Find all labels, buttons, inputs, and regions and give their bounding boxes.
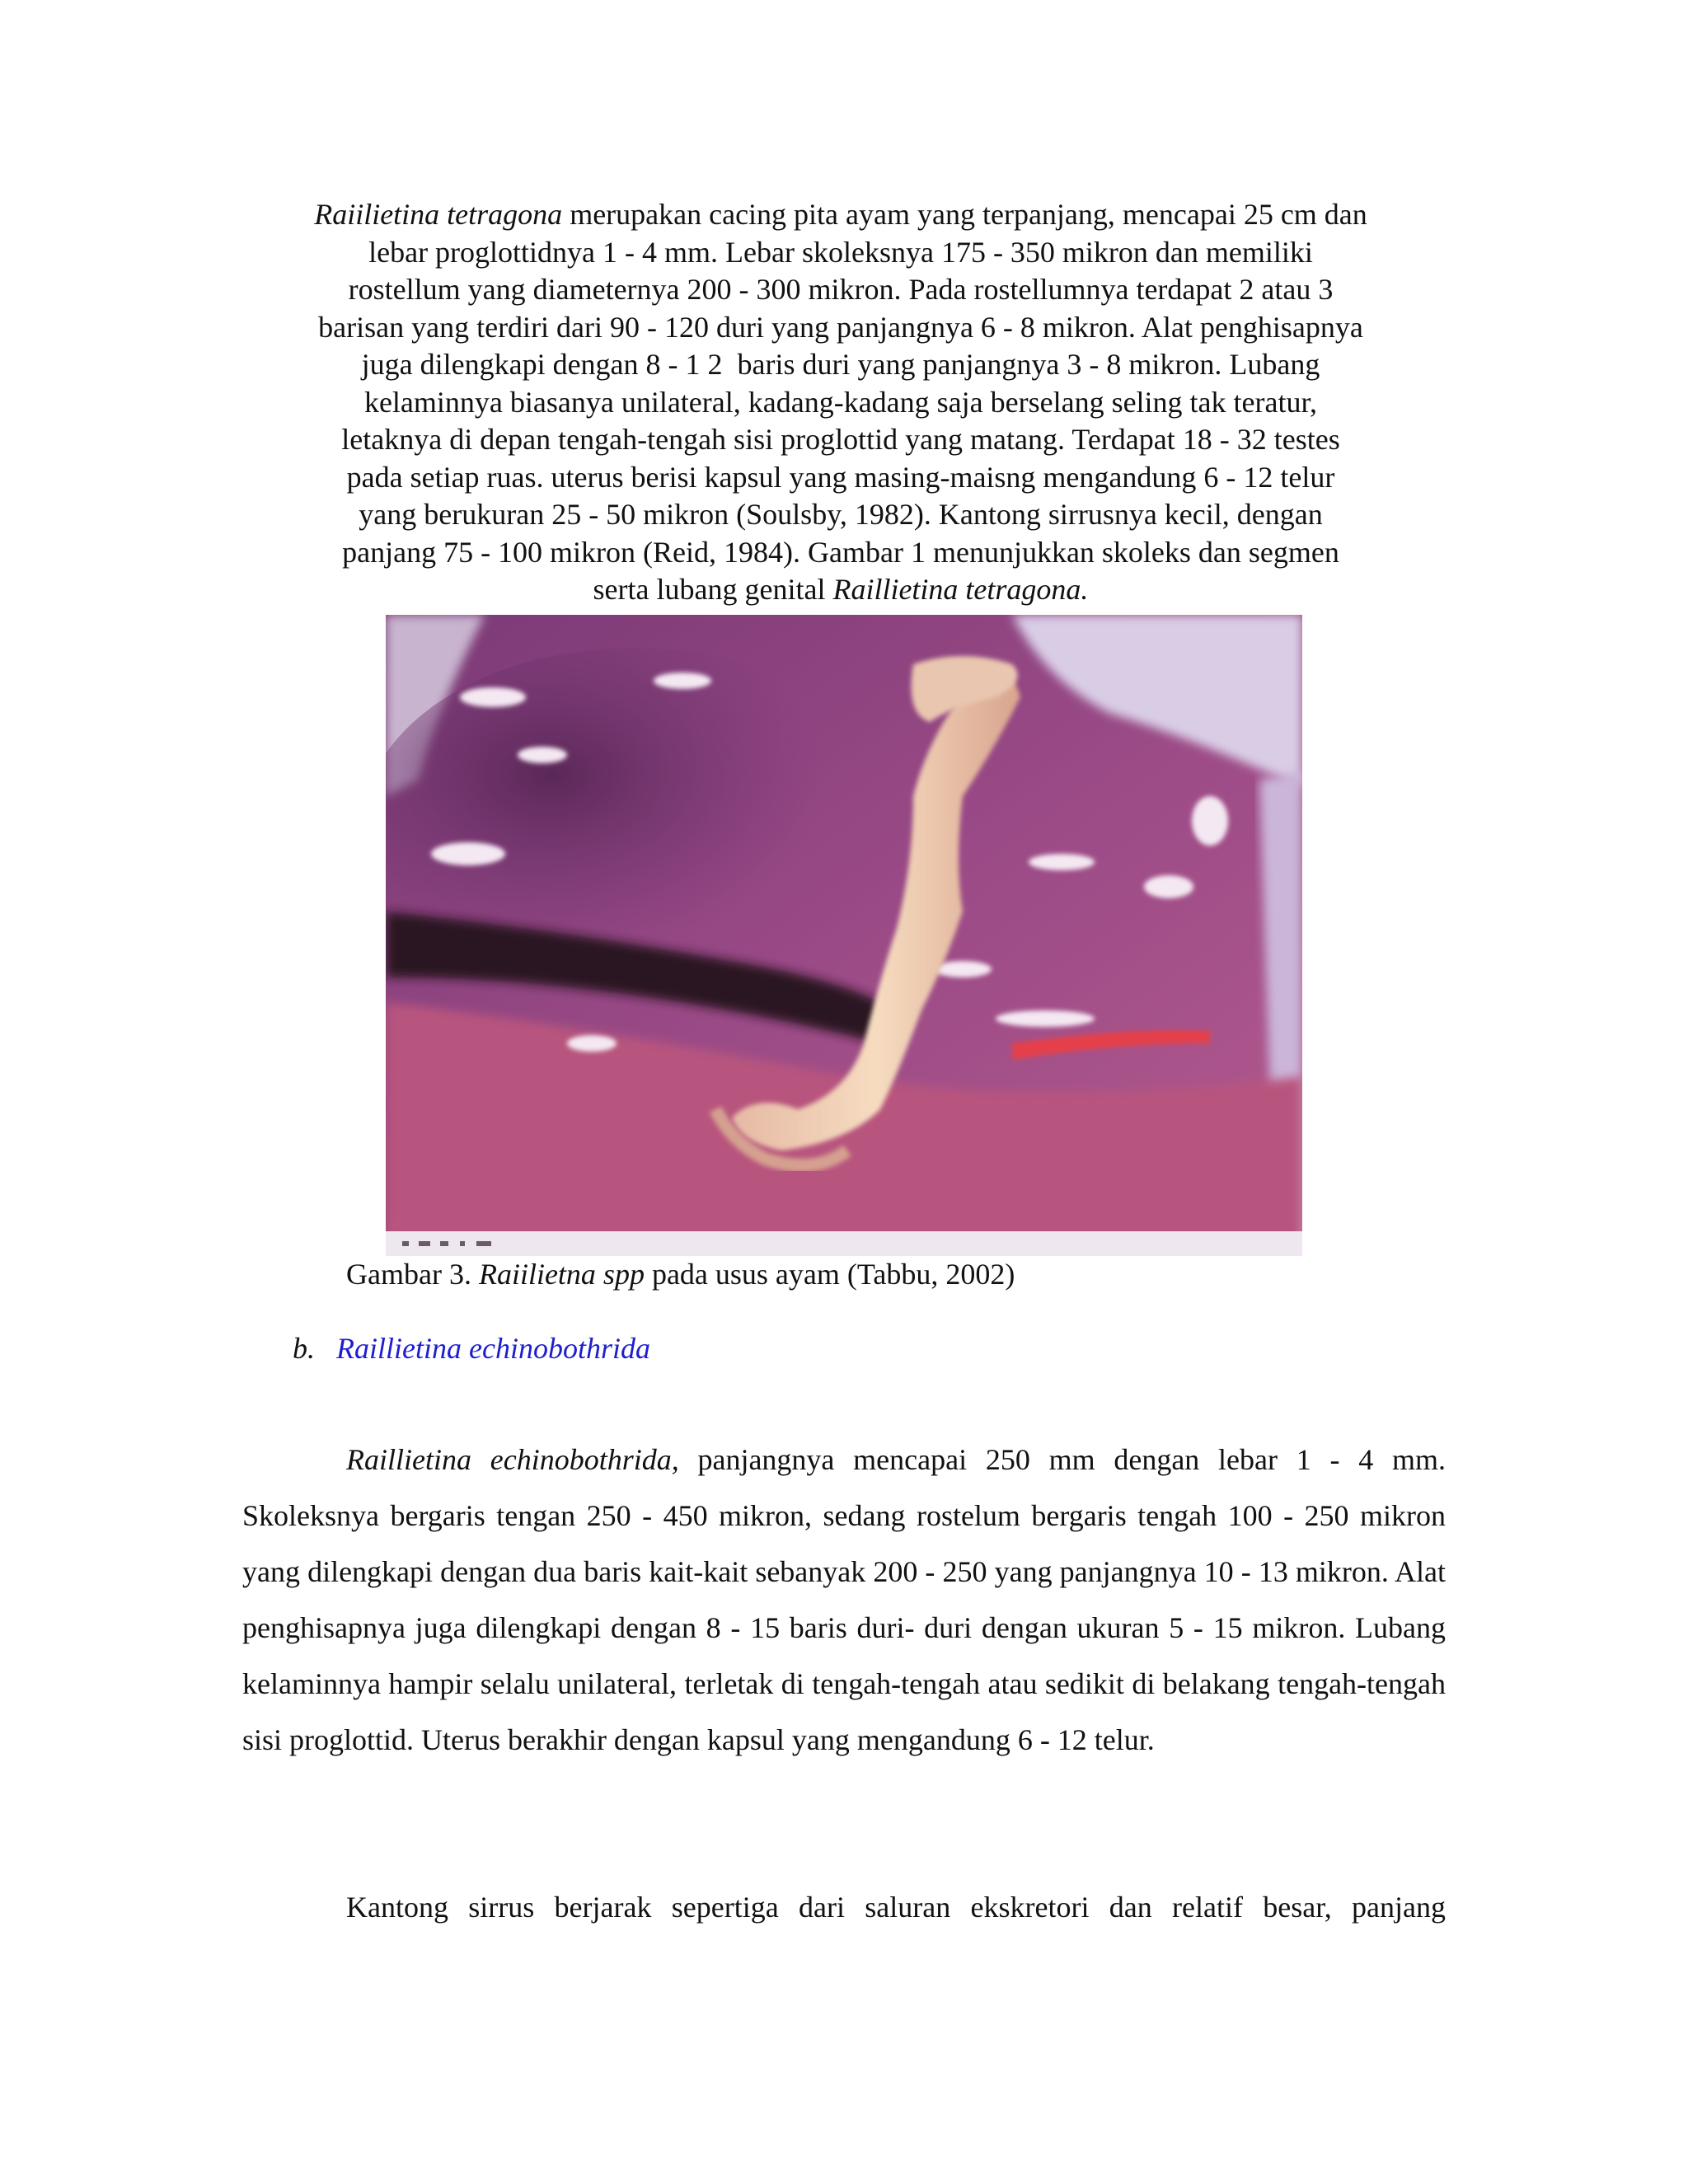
intro-line-4: barisan yang terdiri dari 90 - 120 duri yang panjangnya 6 - 8 mikron. Alat penghisapnya bbox=[318, 310, 1363, 344]
species-name-end: Raillietina tetragona. bbox=[832, 573, 1089, 606]
figure-caption: Gambar 3. Raiilietna spp pada usus ayam (Tabbu, 2002) bbox=[346, 1258, 1015, 1291]
intro-line-2: lebar proglottidnya 1 - 4 mm. Lebar skoleksnya 175 - 350 mikron dan memiliki bbox=[368, 235, 1313, 269]
intro-line-10: panjang 75 - 100 mikron (Reid, 1984). Gambar 1 menunjukkan skoleks dan segmen bbox=[342, 535, 1339, 569]
intro-line-11: serta lubang genital Raillietina tetragona. bbox=[593, 573, 1089, 606]
paragraph-kantong-sirrus: Kantong sirrus berjarak sepertiga dari saluran ekskretori dan relatif besar, panjang bbox=[346, 1891, 1446, 1924]
intro-line-1: Raiilietina tetragona merupakan cacing pita ayam yang terpanjang, mencapai 25 cm dan bbox=[314, 198, 1367, 231]
intro-paragraph bbox=[239, 196, 1442, 609]
intro-line-7: letaknya di depan tengah-tengah sisi proglottid yang matang. Terdapat 18 - 32 testes bbox=[341, 423, 1340, 456]
paragraph-echinobothrida: Raillietina echinobothrida, panjangnya mencapai 250 mm dengan lebar 1 - 4 mm. Skoleksnya bergaris tengan 250 - 450 mikron, sedang rostelum bergaris tengah 100 - 250 mikron yang dilengkapi dengan dua baris kait-kait sebanyak 200 - 250 yang panjangnya 10 - 13 mikron. Alat penghisapnya juga dilengkapi dengan 8 - 15 baris duri- duri dengan ukuran 5 - 15 mikron. Lubang kelaminnya hampir selalu unilateral, terletak di tengah-tengah atau sedikit di belakang tengah-tengah sisi proglottid. Uterus berakhir dengan kapsul yang mengandung 6 - 12 telur. bbox=[242, 1443, 1447, 1756]
intro-line-5: juga dilengkapi dengan 8 - 1 2 baris duri yang panjangnya 3 - 8 mikron. Lubang bbox=[361, 348, 1320, 381]
list-marker: b. bbox=[293, 1332, 315, 1365]
section-b-heading bbox=[293, 1329, 650, 1368]
species-name-echinobothrida: Raillietina echinobothrida, bbox=[346, 1443, 679, 1476]
intestine-photo bbox=[386, 615, 1302, 1256]
section-b-title-link[interactable]: Raillietina echinobothrida bbox=[336, 1332, 650, 1365]
intro-line-6: kelaminnya biasanya unilateral, kadang-kadang saja berselang seling tak teratur, bbox=[363, 385, 1318, 419]
intro-line-9: yang berukuran 25 - 50 mikron (Soulsby, 1982). Kantong sirrusnya kecil, dengan bbox=[359, 498, 1323, 531]
intro-line-3: rostellum yang diameternya 200 - 300 mikron. Pada rostellumnya terdapat 2 atau 3 bbox=[348, 273, 1334, 306]
species-name: Raiilietina tetragona bbox=[314, 198, 563, 231]
intro-line-8: pada setiap ruas. uterus berisi kapsul yang masing-maisng mengandung 6 - 12 telur bbox=[346, 460, 1335, 494]
